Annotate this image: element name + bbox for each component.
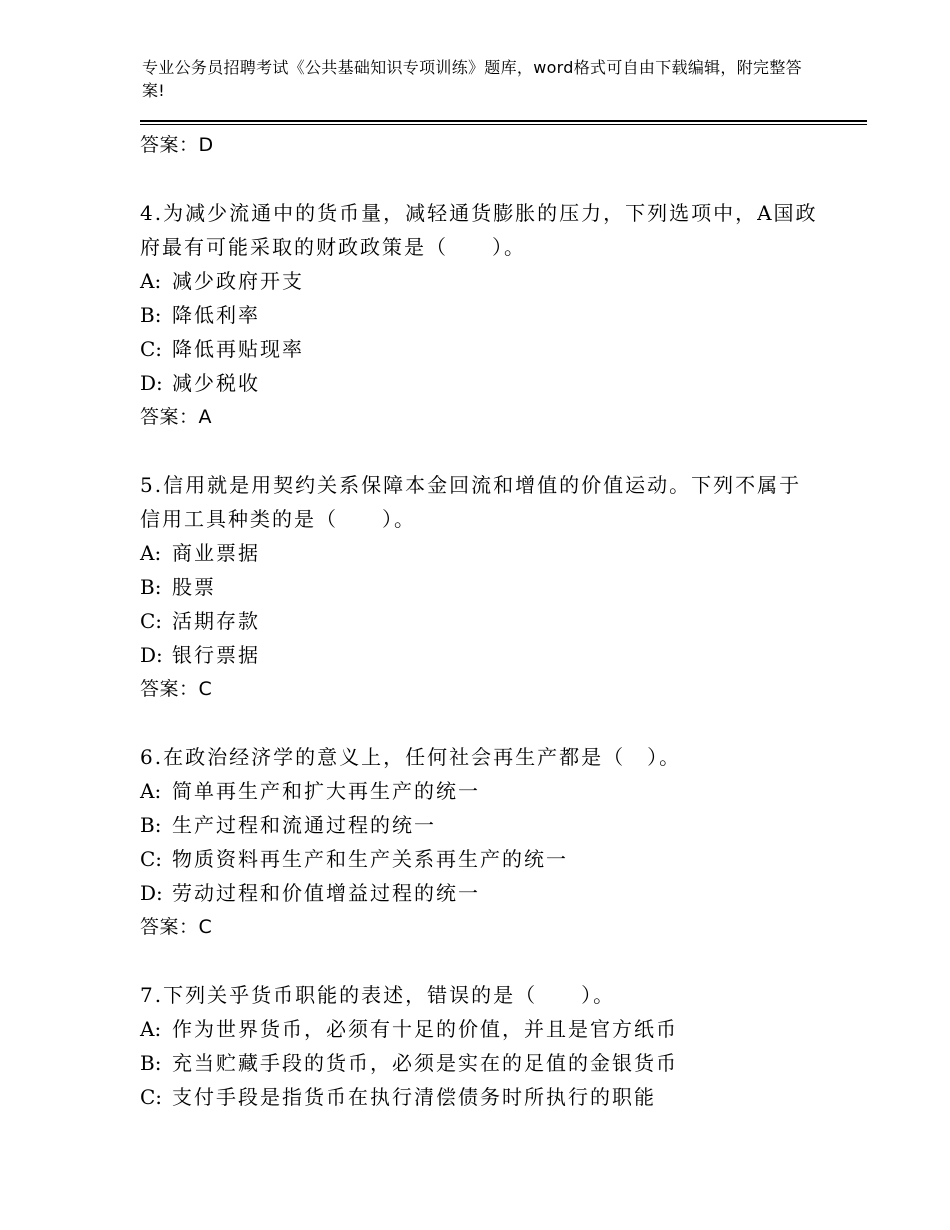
option-text: 股票 [172,575,216,599]
answer-line [140,128,820,162]
option-letter: C: [140,1085,163,1109]
answer-value: C [198,916,213,938]
answer-value: C [198,678,213,700]
option-item [140,876,820,910]
answer-label: 答案： [140,134,199,156]
option-letter: D: [140,371,163,395]
answer-value: A [198,406,213,428]
option-letter: A: [140,541,162,565]
option-letter: A: [140,269,162,293]
option-item [140,1046,820,1080]
option-letter: C: [140,847,163,871]
option-text: 降低利率 [172,303,260,327]
question-text: 府最有可能采取的财政政策是（ ）。 [140,235,526,259]
answer-label: 答案： [140,678,199,700]
option-letter: B: [140,1051,162,1075]
option-item [140,774,820,808]
option-text: 支付手段是指货币在执行清偿债务时所执行的职能 [172,1085,656,1109]
option-item [140,264,820,298]
option-letter: A: [140,1017,162,1041]
answer-line [140,910,820,944]
option-item [140,366,820,400]
option-letter: D: [140,881,163,905]
option-text: 活期存款 [172,609,260,633]
option-text: 物质资料再生产和生产关系再生产的统一 [172,847,568,871]
option-letter: B: [140,813,162,837]
option-text: 充当贮藏手段的货币，必须是实在的足值的金银货币 [172,1051,678,1075]
option-letter: D: [140,643,163,667]
option-letter: C: [140,337,163,361]
answer-line [140,672,820,706]
option-text: 减少税收 [172,371,260,395]
option-text: 简单再生产和扩大再生产的统一 [172,779,480,803]
header-rule-thick [140,120,867,122]
option-text: 银行票据 [172,643,260,667]
option-item [140,808,820,842]
option-item [140,298,820,332]
option-letter: C: [140,609,163,633]
option-item [140,332,820,366]
question-text: 6.在政治经济学的意义上，任何社会再生产都是（ ）。 [140,745,682,769]
answer-label: 答案： [140,406,199,428]
option-text: 商业票据 [172,541,260,565]
option-text: 劳动过程和价值增益过程的统一 [172,881,480,905]
option-letter: A: [140,779,162,803]
question-list [140,128,820,1114]
option-item [140,1080,820,1114]
header-rule-thin [140,124,867,125]
option-item [140,570,820,604]
answer-value: D [198,134,214,156]
answer-line [140,400,820,434]
question-text: 信用工具种类的是（ ）。 [140,507,416,531]
option-text: 降低再贴现率 [172,337,304,361]
option-item [140,536,820,570]
option-item [140,1012,820,1046]
option-text: 减少政府开支 [172,269,304,293]
option-text: 生产过程和流通过程的统一 [172,813,436,837]
question-text: 5.信用就是用契约关系保障本金回流和增值的价值运动。下列不属于 [140,473,802,497]
question-text: 4.为减少流通中的货币量，减轻通货膨胀的压力，下列选项中，A国政 [140,201,818,225]
option-letter: B: [140,575,162,599]
option-text: 作为世界货币，必须有十足的价值，并且是官方纸币 [172,1017,678,1041]
page-header: 专业公务员招聘考试《公共基础知识专项训练》题库，word格式可自由下载编辑，附完整答案! [142,58,802,100]
option-letter: B: [140,303,162,327]
option-item [140,842,820,876]
option-item [140,604,820,638]
answer-label: 答案： [140,916,199,938]
question-text: 7.下列关乎货币职能的表述，错误的是（ ）。 [140,983,616,1007]
option-item [140,638,820,672]
